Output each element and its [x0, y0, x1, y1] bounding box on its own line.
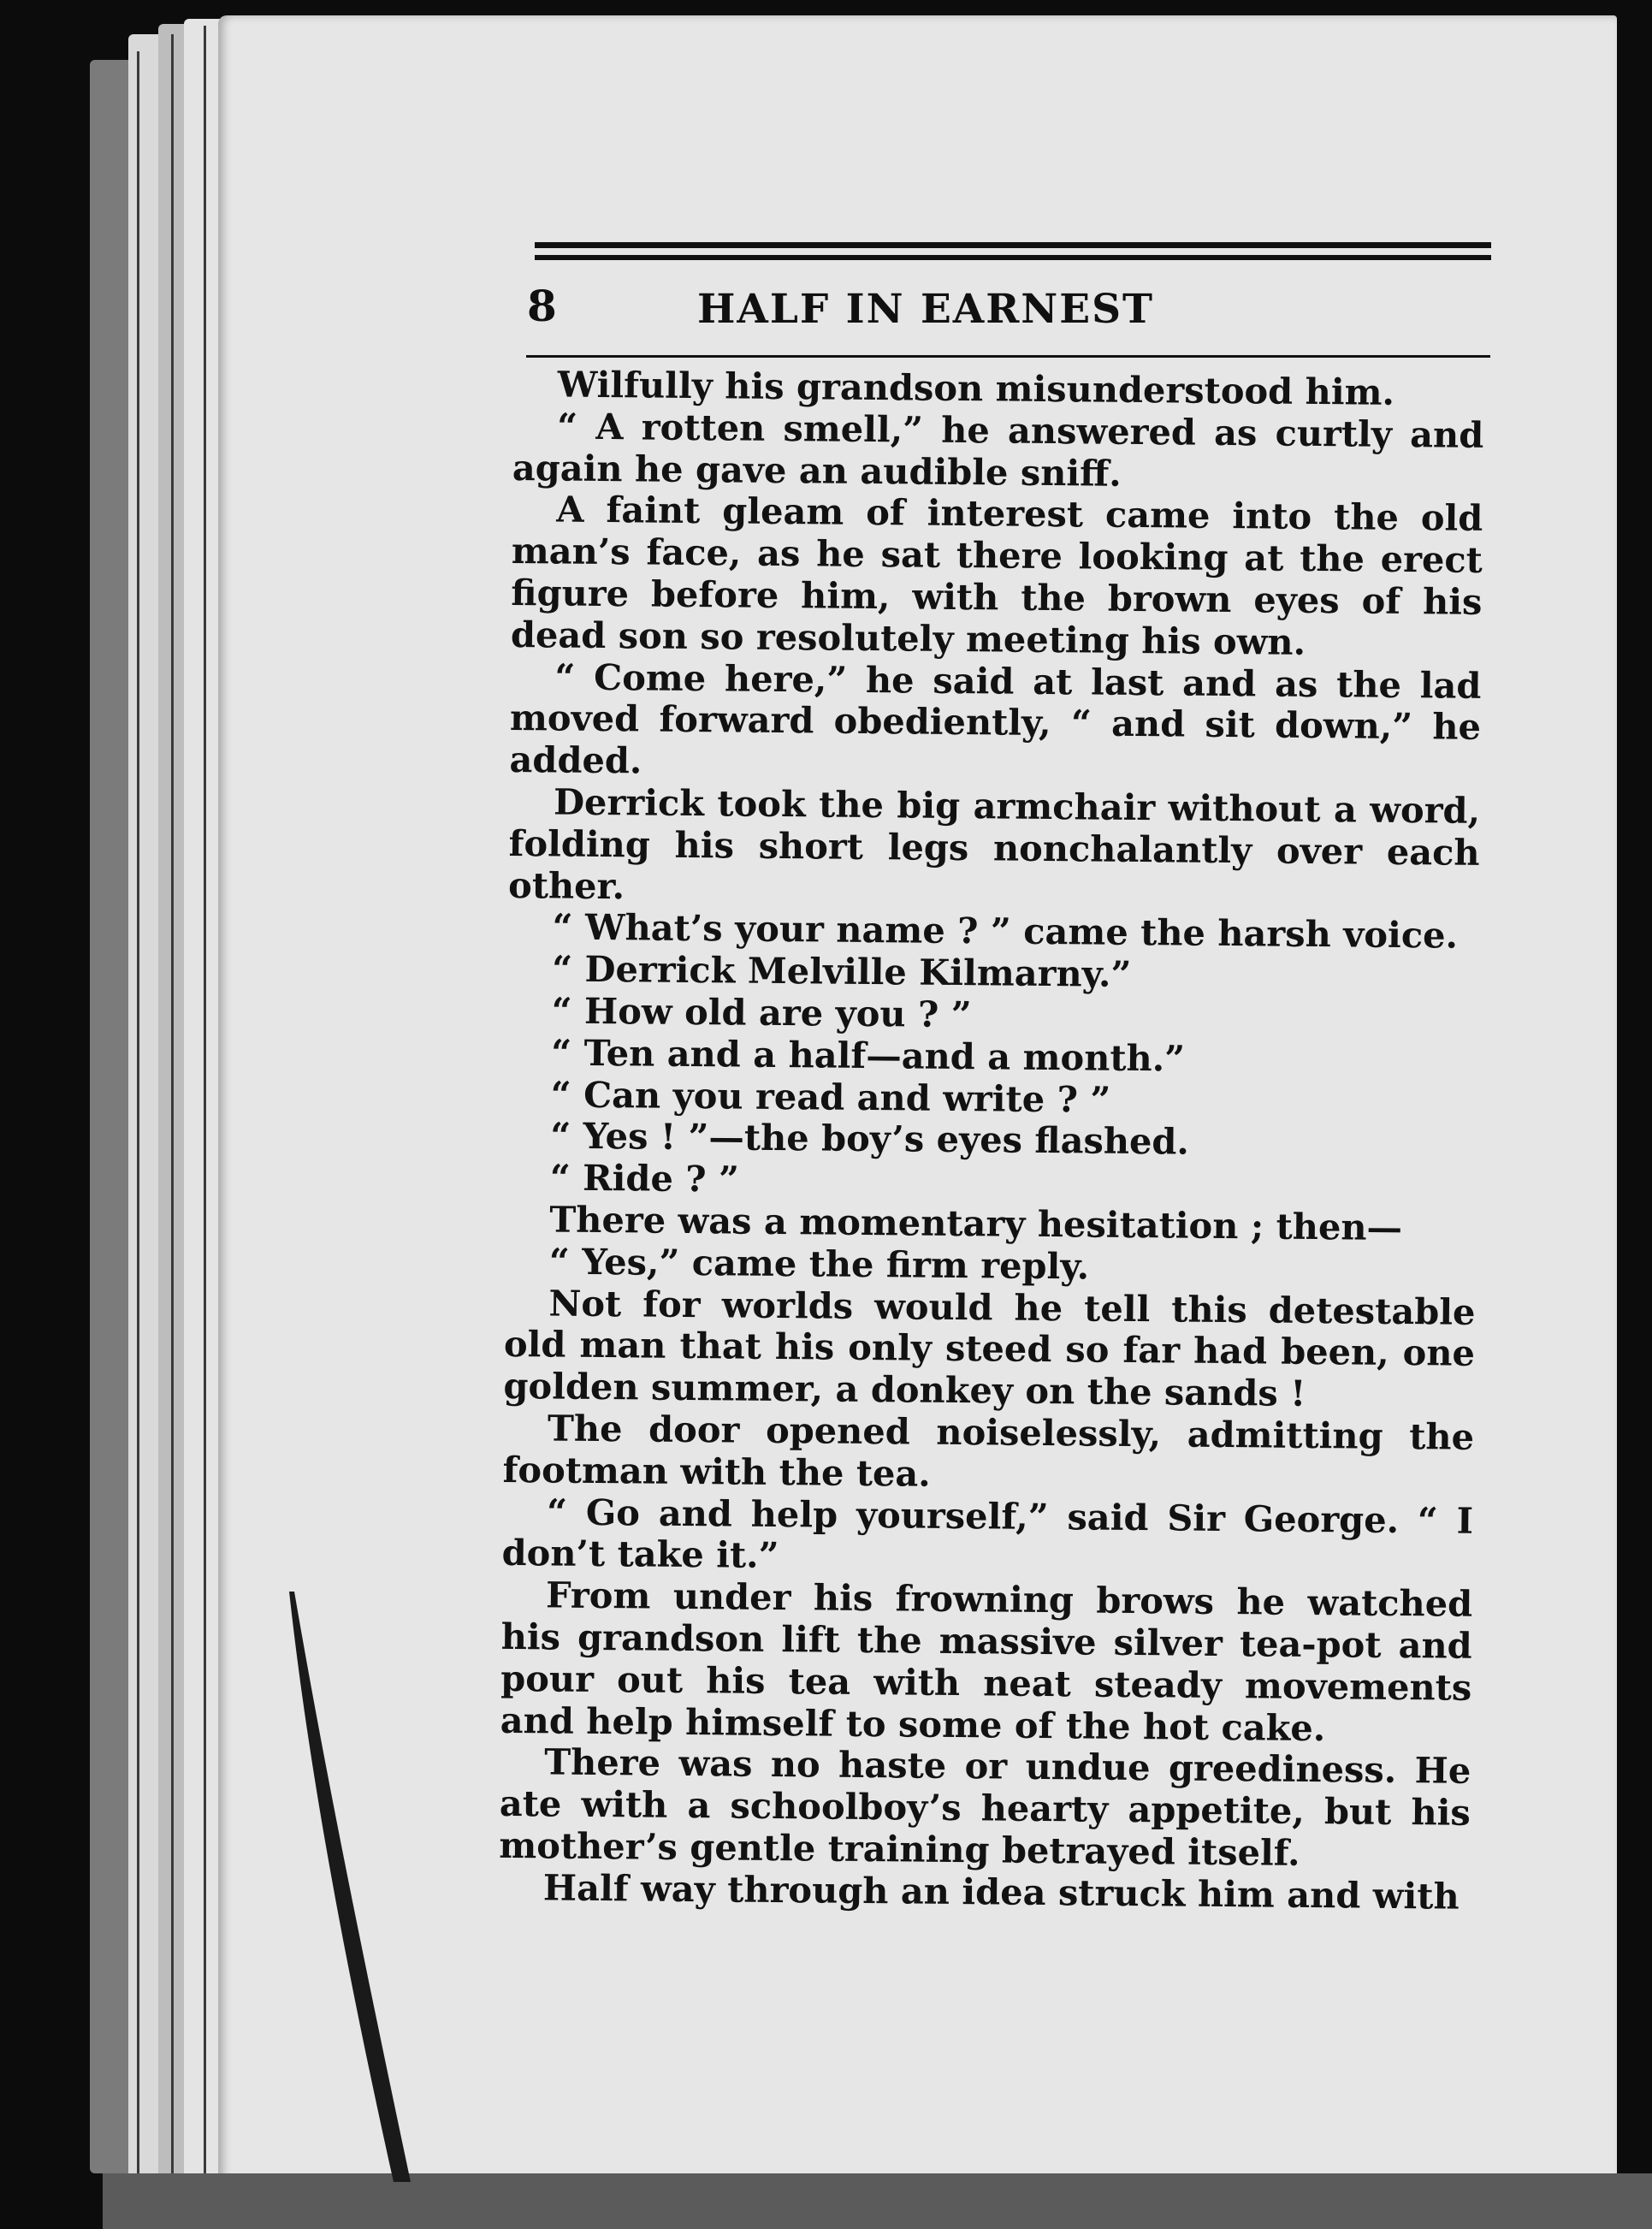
- paragraph: “ Can you read and write ? ”: [550, 1073, 1111, 1121]
- paragraph: Half way through an idea struck him and with: [542, 1866, 1460, 1918]
- paragraph: “ Ten and a half—and a month.”: [551, 1031, 1186, 1080]
- paragraph: The door opened noiselessly, admitting the footman with the tea.: [502, 1407, 1475, 1495]
- paragraph: “ Yes,” came the firm reply.: [548, 1240, 1090, 1288]
- paragraph: “ Ride ? ”: [549, 1156, 740, 1200]
- header-underline: [526, 355, 1490, 358]
- body-text: [499, 364, 1484, 1918]
- running-head: HALF IN EARNEST: [697, 286, 1155, 333]
- paragraph: A faint gleam of interest came into the old man’s face, as he sat there looking at the erect figure before him, with the brown eyes of his dead son so resolutely meeting his own.: [510, 488, 1483, 663]
- paragraph: “ Yes ! ”—the boy’s eyes flashed.: [550, 1114, 1190, 1163]
- paragraph: There was a momentary hesitation ; then—: [549, 1198, 1403, 1248]
- page-crease-mark: [282, 1592, 419, 2190]
- paragraph: “ Come here,” he said at last and as the lad moved forward obediently, “ and sit down,” he added.: [509, 655, 1482, 782]
- paragraph: “ A rotten smell,” he answered as curtly and again he gave an audible sniff.: [512, 405, 1484, 495]
- header-rule: [535, 255, 1491, 260]
- paragraph: “ Derrick Melville Kilmarny.”: [551, 947, 1132, 996]
- paragraph: Wilfully his grandson misunderstood him.: [557, 363, 1395, 413]
- paragraph: Not for worlds would he tell this detestable old man that his only steed so far had been, one golden summer, a donkey on the sands !: [503, 1281, 1476, 1415]
- page-number: 8: [527, 281, 557, 331]
- page-edge-line: [204, 26, 206, 2190]
- page-edge-line: [137, 51, 139, 2173]
- header-rule: [535, 242, 1491, 248]
- page-edge-line: [171, 34, 174, 2182]
- paragraph: “ Go and help yourself,” said Sir George. “ I don’t take it.”: [501, 1490, 1474, 1577]
- paragraph: From under his frowning brows he watched his grandson lift the massive silver tea-pot and pour out his tea with neat steady movements and help himself to some of the hot cake.: [500, 1574, 1473, 1749]
- paragraph: “ What’s your name ? ” came the harsh voice.: [552, 905, 1459, 957]
- paragraph: Derrick took the big armchair without a word, folding his short legs nonchalantly over each other.: [507, 780, 1481, 907]
- paragraph: “ How old are you ? ”: [551, 989, 972, 1036]
- paragraph: There was no haste or undue greediness. He ate with a schoolboy’s hearty appetite, but his mother’s gentle training betrayed itself.: [499, 1740, 1471, 1874]
